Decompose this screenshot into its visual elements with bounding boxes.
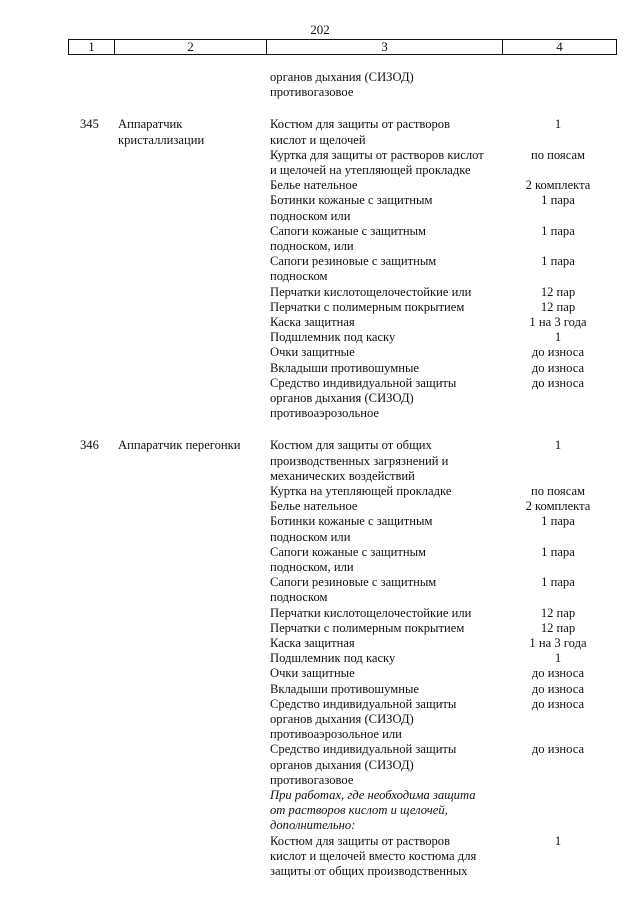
ppe-item-name-line: Каска защитная: [270, 315, 355, 329]
ppe-item-name-line: Ботинки кожаные с защитным: [270, 514, 433, 529]
ppe-item-name-line: Очки защитные: [270, 345, 355, 360]
column-header-2: 2: [115, 40, 267, 55]
ppe-item-name-line: Костюм для защиты от растворов: [270, 117, 451, 132]
ppe-item-quantity-line: 12 пар: [540, 620, 576, 635]
ppe-item-quantity: [502, 148, 614, 163]
ppe-item-name-line: Костюм для защиты от общих: [270, 438, 432, 453]
ppe-item-name: [270, 514, 432, 544]
job-title: [118, 117, 204, 147]
ppe-item-name-line: Костюм для защиты от растворов: [270, 833, 451, 848]
ppe-item-name-line: Ботинки кожаные с защитным: [270, 193, 433, 208]
ppe-item-quantity: [502, 682, 614, 697]
note-text-line: дополнительно:: [270, 818, 356, 833]
ppe-item-quantity-line: 1: [554, 651, 562, 666]
ppe-item-quantity: [502, 117, 614, 132]
ppe-item-quantity-line: 1 пара: [541, 514, 575, 529]
ppe-item-quantity-line: до износа: [531, 375, 585, 390]
ppe-item-quantity-line: до износа: [531, 360, 585, 375]
ppe-item-name-line: производственных загрязнений и: [270, 453, 449, 468]
ppe-item-name-line: Сапоги кожаные с защитным: [270, 223, 427, 238]
ppe-item-name-line: Сапоги кожаные с защитным: [270, 544, 427, 559]
ppe-item-name-line: Белье нательное: [270, 499, 358, 514]
ppe-item-name: [270, 484, 451, 499]
ppe-item-quantity-line: до износа: [531, 345, 585, 360]
ppe-item-name: [270, 376, 456, 422]
continuation-text: [270, 70, 414, 100]
ppe-item-name: [270, 545, 426, 575]
ppe-item-name: [270, 636, 355, 651]
ppe-item-name-line: подноском, или: [270, 239, 354, 253]
ppe-item-name: [270, 315, 355, 330]
page-number: 202: [310, 22, 330, 37]
continuation-text-line: органов дыхания (СИЗОД): [270, 70, 414, 84]
ppe-item-quantity: [502, 438, 614, 453]
ppe-item-name-line: органов дыхания (СИЗОД): [270, 757, 414, 772]
ppe-item-name-line: Средство индивидуальной защиты: [270, 375, 457, 390]
ppe-item-name-line: Куртка на утепляющей прокладке: [270, 484, 452, 498]
ppe-item-name-line: противогазовое: [270, 772, 354, 787]
ppe-item-name-line: Подшлемник под каску: [270, 330, 396, 345]
ppe-item-name-line: кислот и щелочей: [270, 132, 366, 147]
entry-number: [80, 438, 99, 453]
ppe-item-quantity-line: 1 на 3 года: [529, 636, 587, 650]
ppe-item-name-line: Каска защитная: [270, 636, 355, 650]
ppe-item-name-line: Перчатки кислотощелочестойкие или: [270, 605, 472, 620]
ppe-item-name: [270, 148, 484, 178]
ppe-item-quantity-line: до износа: [531, 742, 585, 757]
ppe-item-name-line: подноском или: [270, 208, 351, 223]
ppe-item-quantity: [502, 834, 614, 849]
entry-number-line: 346: [80, 438, 99, 453]
job-title: [118, 438, 241, 453]
ppe-item-name-line: Сапоги резиновые с защитным: [270, 575, 437, 590]
column-header-1: 1: [69, 40, 115, 55]
ppe-item-quantity-line: 1: [554, 117, 562, 132]
ppe-item-quantity: [502, 651, 614, 666]
ppe-item-quantity: [502, 545, 614, 560]
ppe-item-name-line: подноском: [270, 269, 328, 284]
ppe-item-name-line: органов дыхания (СИЗОД): [270, 391, 414, 405]
ppe-item-name-line: Очки защитные: [270, 666, 355, 681]
ppe-item-name: [270, 651, 395, 666]
ppe-item-name: [270, 193, 432, 223]
ppe-item-name-line: Перчатки с полимерным покрытием: [270, 620, 465, 635]
ppe-item-quantity-line: 1 на 3 года: [529, 315, 587, 329]
ppe-item-name-line: противоаэрозольное или: [270, 727, 402, 742]
ppe-item-quantity: [502, 345, 614, 360]
ppe-item-quantity-line: 1 пара: [541, 254, 575, 269]
ppe-item-name-line: подноском: [270, 590, 328, 605]
ppe-item-quantity: [502, 606, 614, 621]
ppe-item-name-line: кислот и щелочей вместо костюма для: [270, 848, 477, 863]
ppe-item-quantity-line: по поясам: [530, 147, 586, 162]
ppe-item-name: [270, 254, 436, 284]
ppe-item-quantity-line: 1 пара: [541, 575, 575, 590]
ppe-item-quantity-line: 12 пар: [540, 605, 576, 620]
ppe-item-name: [270, 742, 456, 788]
ppe-item-name: [270, 606, 471, 621]
ppe-item-quantity-line: 1 пара: [541, 544, 575, 559]
ppe-item-quantity-line: 2 комплекта: [525, 499, 591, 514]
ppe-item-name-line: и щелочей на утепляющей прокладке: [270, 163, 471, 177]
ppe-item-name: [270, 575, 436, 605]
ppe-item-quantity-line: 1: [554, 438, 562, 453]
ppe-item-name: [270, 345, 355, 360]
ppe-item-quantity: [502, 178, 614, 193]
ppe-item-quantity: [502, 285, 614, 300]
ppe-item-name: [270, 834, 476, 880]
ppe-item-name: [270, 361, 419, 376]
ppe-item-quantity: [502, 621, 614, 636]
ppe-item-quantity: [502, 514, 614, 529]
job-title-line: кристаллизации: [118, 132, 205, 147]
ppe-item-quantity: [502, 484, 614, 499]
ppe-item-quantity: [502, 330, 614, 345]
ppe-item-name: [270, 285, 471, 300]
note-text-line: При работах, где необходима защита: [270, 788, 476, 802]
ppe-item-quantity-line: 1: [554, 330, 562, 345]
column-header-3: 3: [267, 40, 503, 55]
ppe-item-name-line: Перчатки кислотощелочестойкие или: [270, 284, 472, 299]
ppe-item-quantity-line: до износа: [531, 666, 585, 681]
ppe-item-name-line: Подшлемник под каску: [270, 651, 396, 666]
ppe-item-name-line: противоаэрозольное: [270, 406, 379, 421]
ppe-item-quantity-line: 12 пар: [540, 299, 576, 314]
ppe-item-name-line: органов дыхания (СИЗОД): [270, 712, 414, 726]
ppe-item-quantity: [502, 376, 614, 391]
ppe-item-quantity-line: до износа: [531, 681, 585, 696]
ppe-item-quantity-line: по поясам: [530, 484, 586, 498]
job-title-line: Аппаратчик перегонки: [118, 438, 241, 453]
ppe-item-name-line: Средство индивидуальной защиты: [270, 696, 457, 711]
ppe-item-name-line: Перчатки с полимерным покрытием: [270, 299, 465, 314]
ppe-item-name-line: Вкладыши противошумные: [270, 681, 420, 696]
ppe-item-name: [270, 300, 464, 315]
ppe-item-name: [270, 666, 355, 681]
ppe-item-name-line: Куртка для защиты от растворов кислот: [270, 147, 484, 162]
ppe-item-name-line: Белье нательное: [270, 178, 358, 193]
continuation-text-line: противогазовое: [270, 85, 354, 100]
ppe-item-name: [270, 499, 358, 514]
ppe-item-name: [270, 117, 450, 147]
ppe-item-name: [270, 621, 464, 636]
ppe-item-quantity: [502, 315, 614, 330]
ppe-item-quantity: [502, 193, 614, 208]
ppe-item-quantity: [502, 254, 614, 269]
entry-number: [80, 117, 99, 132]
ppe-item-quantity-line: до износа: [531, 696, 585, 711]
ppe-item-name-line: Сапоги резиновые с защитным: [270, 254, 437, 269]
ppe-item-name: [270, 178, 358, 193]
entry-number-line: 345: [80, 117, 99, 132]
ppe-item-quantity: [502, 361, 614, 376]
ppe-item-name-line: Средство индивидуальной защиты: [270, 742, 457, 757]
ppe-item-name: [270, 697, 456, 743]
ppe-item-quantity-line: 2 комплекта: [525, 178, 591, 193]
ppe-item-name: [270, 330, 395, 345]
ppe-item-quantity: [502, 575, 614, 590]
ppe-item-quantity: [502, 742, 614, 757]
ppe-item-quantity: [502, 499, 614, 514]
ppe-item-quantity: [502, 224, 614, 239]
ppe-item-quantity: [502, 666, 614, 681]
ppe-item-quantity-line: 12 пар: [540, 284, 576, 299]
job-title-line: Аппаратчик: [118, 117, 183, 132]
ppe-item-name: [270, 682, 419, 697]
ppe-item-name: [270, 224, 426, 254]
note-text: [270, 788, 476, 834]
column-header-4: 4: [503, 40, 617, 55]
note-text-line: от растворов кислот и щелочей,: [270, 803, 448, 818]
ppe-item-name-line: подноском или: [270, 529, 351, 544]
ppe-item-quantity: [502, 636, 614, 651]
ppe-item-quantity-line: 1: [554, 833, 562, 848]
ppe-item-quantity: [502, 697, 614, 712]
ppe-item-name-line: Вкладыши противошумные: [270, 360, 420, 375]
ppe-item-name-line: механических воздействий: [270, 468, 415, 483]
ppe-item-quantity-line: 1 пара: [541, 223, 575, 238]
ppe-item-name-line: защиты от общих производственных: [270, 864, 468, 878]
ppe-item-quantity: [502, 300, 614, 315]
ppe-item-name: [270, 438, 448, 484]
ppe-item-name-line: подноском, или: [270, 560, 354, 574]
ppe-item-quantity-line: 1 пара: [541, 193, 575, 208]
